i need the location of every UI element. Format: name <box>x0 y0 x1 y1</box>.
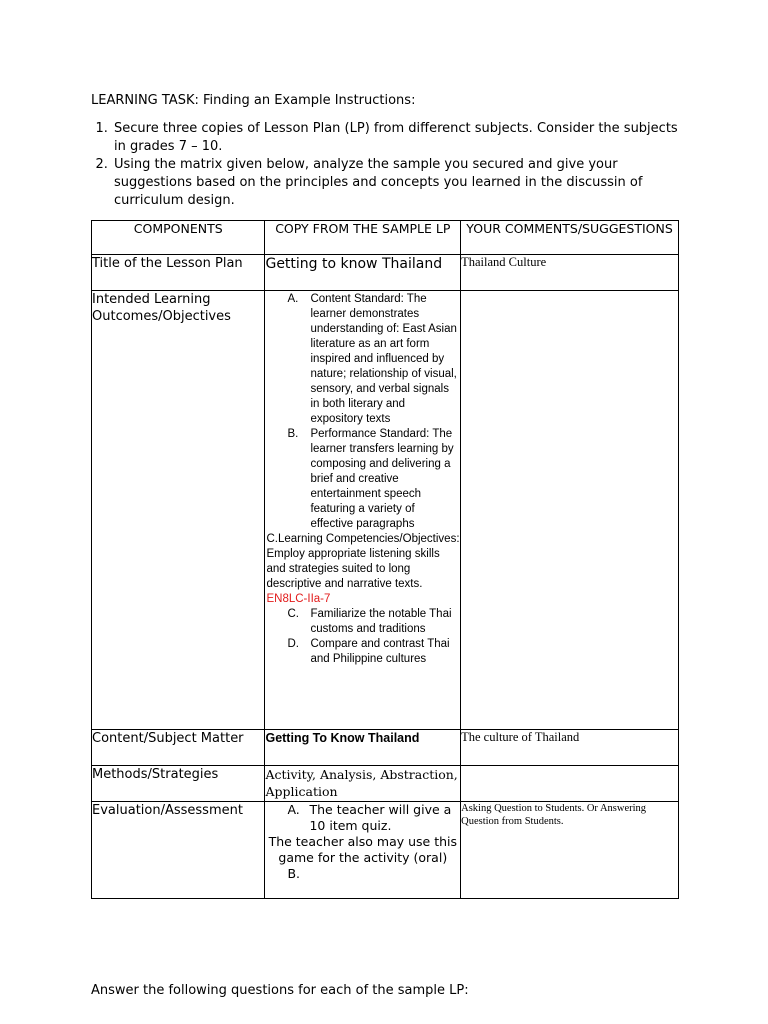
copy-cell <box>265 802 461 899</box>
table-row <box>92 730 679 766</box>
list-item <box>265 607 458 637</box>
task-heading: LEARNING TASK: Finding an Example Instructions: <box>91 93 416 108</box>
header-copy: COPY FROM THE SAMPLE LP <box>265 221 461 255</box>
list-item <box>265 292 458 427</box>
competencies-text: C.Learning Competencies/Objectives: Employ appropriate listening skills and strategies suited to long descriptive and narrative texts. <box>266 533 460 590</box>
list-item <box>265 637 458 667</box>
header-comments: YOUR COMMENTS/SUGGESTIONS <box>461 221 679 255</box>
row-label: Content/Subject Matter <box>92 730 265 766</box>
header-row <box>92 221 679 255</box>
table-row <box>92 802 679 899</box>
questions-prompt: Answer the following questions for each of the sample LP: <box>91 983 469 998</box>
copy-cell: Getting to know Thailand <box>265 255 461 291</box>
list-item <box>265 427 458 532</box>
list-item-text: The teacher will give a 10 item quiz. <box>309 802 452 833</box>
header-components: COMPONENTS <box>92 221 265 255</box>
list-marker: D. <box>287 638 299 650</box>
copy-cell: Getting To Know Thailand <box>265 730 461 766</box>
list-marker: C. <box>287 608 299 620</box>
comment-cell: Asking Question to Students. Or Answering Question from Students. <box>461 802 679 899</box>
row-label: Title of the Lesson Plan <box>92 255 265 291</box>
list-item-text: Familiarize the notable Thai customs and traditions <box>310 608 452 635</box>
list-item-text: Content Standard: The learner demonstrates understanding of: East Asian literature as an art form inspired and influenced by nature; relationship of visual, sensory, and verbal signals in both literary and expository texts <box>310 293 457 425</box>
list-item-text: Compare and contrast Thai and Philippine cultures <box>310 638 450 665</box>
competency-code: EN8LC-IIa-7 <box>266 593 331 605</box>
row-label: Intended Learning Outcomes/Objectives <box>92 291 265 730</box>
instruction-list <box>90 120 692 210</box>
row-label: Methods/Strategies <box>92 766 265 802</box>
copy-cell <box>265 291 461 730</box>
table-row <box>92 291 679 730</box>
eval-note: The teacher also may use this game for the activity (oral) <box>268 834 458 865</box>
row-label: Evaluation/Assessment <box>92 802 265 899</box>
comment-cell: Thailand Culture <box>461 255 679 291</box>
copy-cell: Activity, Analysis, Abstraction, Application <box>265 766 461 802</box>
table-row <box>92 766 679 802</box>
list-marker: A. <box>287 802 300 817</box>
instruction-step: 1. Secure three copies of Lesson Plan (LP) from differenct subjects. Consider the subjects in grades 7 – 10. <box>112 120 692 156</box>
list-marker: B. <box>287 866 301 881</box>
list-item <box>265 802 460 834</box>
instruction-step: 2. Using the matrix given below, analyze the sample you secured and give your suggestions based on the principles and concepts you learned in the discussin of curriculum design. <box>112 156 692 210</box>
lesson-plan-matrix <box>91 220 679 899</box>
comment-cell <box>461 291 679 730</box>
comment-cell <box>461 766 679 802</box>
list-item-text: Performance Standard: The learner transfers learning by composing and delivering a brief and creative entertainment speech featuring a variety of effective paragraphs <box>310 428 454 530</box>
table-row <box>92 255 679 291</box>
comment-cell: The culture of Thailand <box>461 730 679 766</box>
list-marker: A. <box>287 293 299 305</box>
list-marker: B. <box>287 428 299 440</box>
